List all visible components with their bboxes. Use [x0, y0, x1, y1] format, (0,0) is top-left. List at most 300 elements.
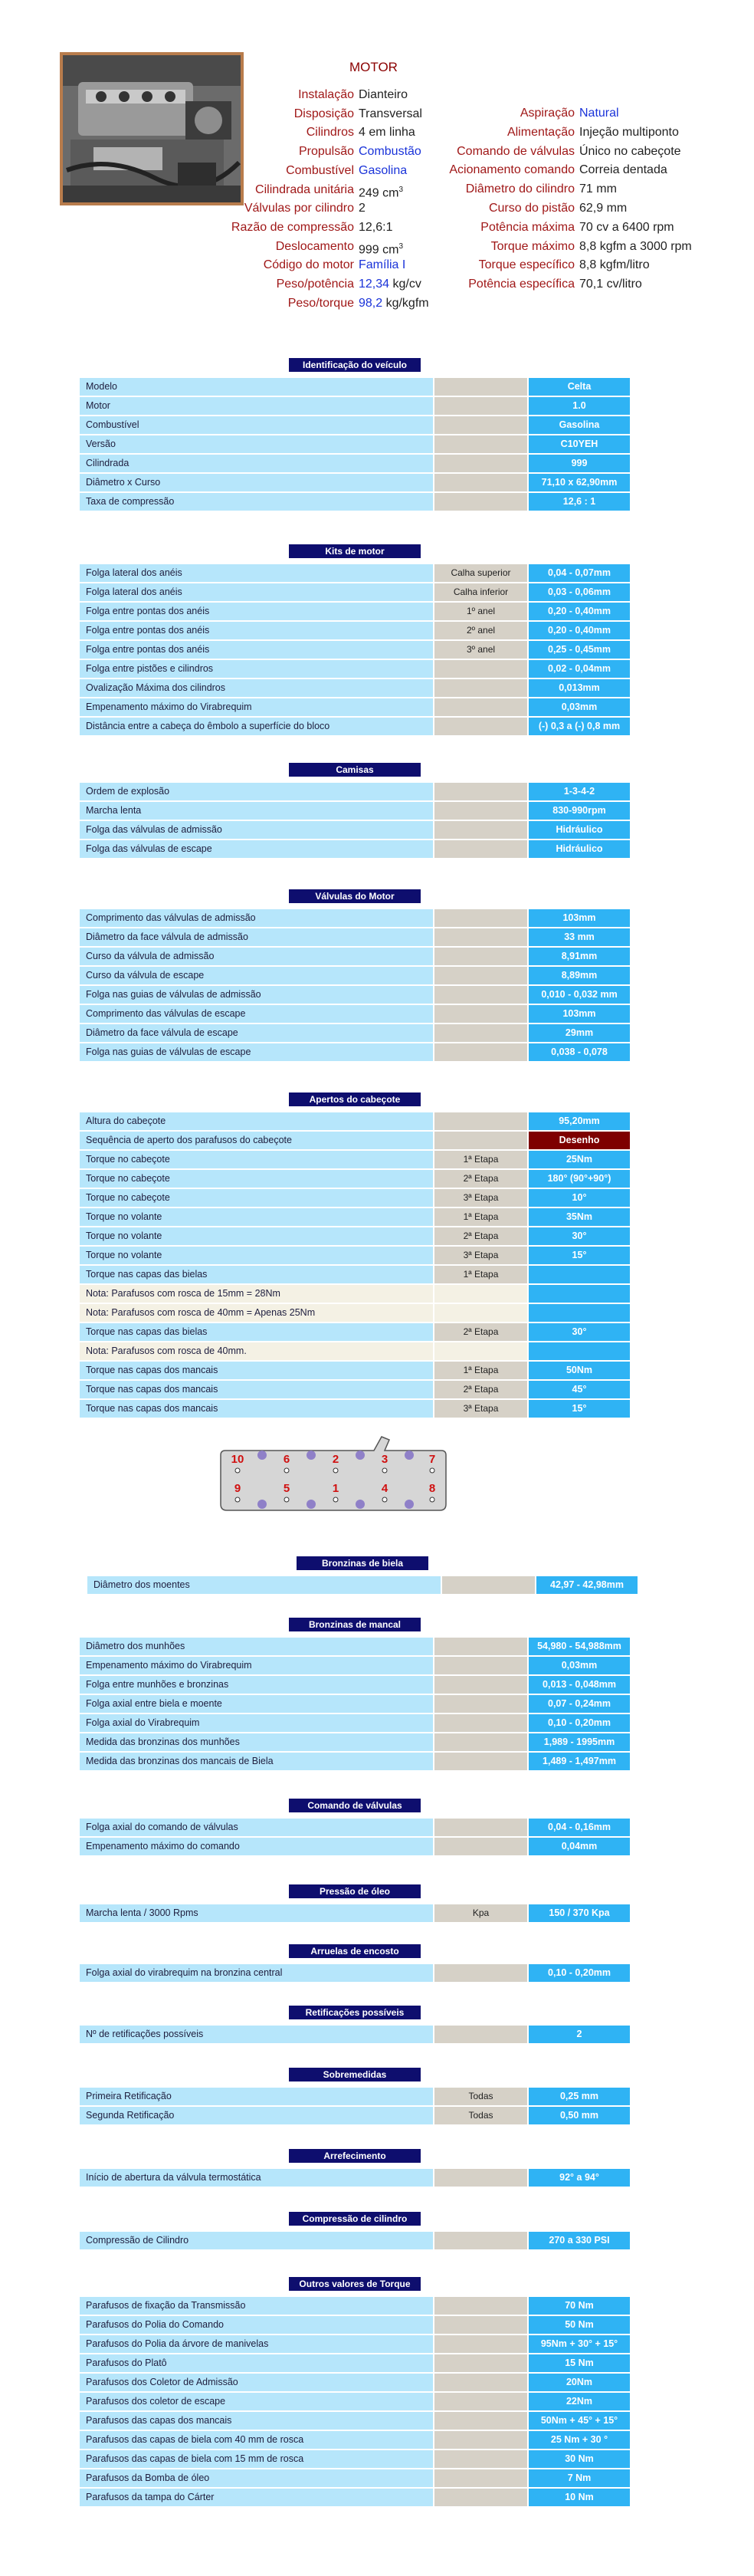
row-value: 0,25 mm — [529, 2088, 630, 2105]
table-row — [0, 679, 754, 697]
row-label: Parafusos dos Coletor de Admissão — [80, 2374, 433, 2391]
left-spec-value: Dianteiro — [359, 88, 408, 101]
bolt-hole — [333, 1497, 338, 1502]
table-row — [0, 2412, 754, 2430]
row-detail — [434, 909, 527, 927]
table-row — [0, 2169, 754, 2187]
table-row — [0, 1043, 754, 1061]
row-value: 15° — [529, 1247, 630, 1264]
section-title: Compressão de cilindro — [289, 2212, 421, 2226]
row-detail — [434, 397, 527, 415]
table-row — [0, 435, 754, 453]
row-detail — [434, 2374, 527, 2391]
row-label: Torque no volante — [80, 1247, 433, 1264]
row-label: Folga das válvulas de admissão — [80, 821, 433, 839]
head-bolt-sequence-diagram — [207, 1434, 460, 1520]
table-row — [0, 840, 754, 858]
motor-title: MOTOR — [349, 60, 398, 74]
row-detail — [434, 2489, 527, 2506]
row-value: 10° — [529, 1189, 630, 1207]
row-detail — [434, 1304, 527, 1322]
row-detail — [434, 967, 527, 984]
table-row — [0, 909, 754, 927]
bolt-hole — [382, 1497, 387, 1502]
valve-seat — [307, 1451, 316, 1460]
bolt-number-bottom: 4 — [381, 1482, 388, 1495]
table-row — [0, 2107, 754, 2124]
row-detail — [434, 474, 527, 491]
engine-photo — [60, 52, 244, 205]
row-value: 30 Nm — [529, 2450, 630, 2468]
row-label: Empenamento máximo do Virabrequim — [80, 698, 433, 716]
row-label: Diâmetro dos munhões — [80, 1638, 433, 1655]
row-detail — [434, 679, 527, 697]
row-value: Gasolina — [529, 416, 630, 434]
row-detail — [434, 986, 527, 1004]
table-row — [0, 1227, 754, 1245]
section-title: Bronzinas de mancal — [289, 1618, 421, 1631]
row-detail — [434, 1676, 527, 1694]
bolt-hole — [430, 1497, 434, 1502]
row-label: Curso da válvula de escape — [80, 967, 433, 984]
row-label: Torque no volante — [80, 1227, 433, 1245]
row-value: Desenho — [529, 1132, 630, 1149]
table-row — [0, 1323, 754, 1341]
row-detail — [434, 1753, 527, 1770]
row-label: Diâmetro dos moentes — [87, 1576, 441, 1594]
left-spec-label: Peso/potência — [276, 278, 354, 291]
table-row — [0, 660, 754, 678]
right-spec-value: 8,8 kgfm a 3000 rpm — [579, 239, 692, 253]
row-label: Torque nas capas das bielas — [80, 1266, 433, 1283]
row-value: 54,980 - 54,988mm — [529, 1638, 630, 1655]
row-value — [529, 1285, 630, 1303]
row-detail: Kpa — [434, 1904, 527, 1922]
section-title: Válvulas do Motor — [289, 889, 421, 903]
row-label: Primeira Retificação — [80, 2088, 433, 2105]
row-label: Curso da válvula de admissão — [80, 948, 433, 965]
table-row — [0, 2316, 754, 2334]
left-spec-value: 4 em linha — [359, 126, 415, 140]
table-row — [0, 821, 754, 839]
bolt-hole — [333, 1468, 338, 1473]
row-label: Parafusos de fixação da Transmissão — [80, 2297, 433, 2315]
row-value: 0,50 mm — [529, 2107, 630, 2124]
row-value: 35Nm — [529, 1208, 630, 1226]
row-value: 103mm — [529, 1005, 630, 1023]
left-spec-value: Gasolina — [359, 163, 408, 177]
row-value: 30° — [529, 1323, 630, 1341]
bolt-hole — [235, 1497, 240, 1502]
row-label: Sequência de aperto dos parafusos do cabeçote — [80, 1132, 433, 1149]
row-value: 1,989 - 1995mm — [529, 1733, 630, 1751]
row-detail — [434, 2393, 527, 2410]
table-row — [0, 1733, 754, 1751]
row-detail — [434, 718, 527, 735]
row-label: Parafusos do Polia do Comando — [80, 2316, 433, 2334]
row-value: 0,20 - 0,40mm — [529, 603, 630, 620]
bolt-number-top: 7 — [428, 1453, 436, 1466]
table-row — [0, 1285, 754, 1303]
left-spec-label: Propulsão — [298, 145, 354, 159]
row-detail — [434, 1285, 527, 1303]
left-spec-label: Disposição — [293, 107, 354, 120]
valve-seat — [307, 1500, 316, 1509]
row-value: 8,91mm — [529, 948, 630, 965]
row-detail — [434, 1838, 527, 1855]
row-detail — [434, 948, 527, 965]
row-label: Marcha lenta — [80, 802, 433, 820]
row-label: Folga entre pistões e cilindros — [80, 660, 433, 678]
row-value: 0,20 - 0,40mm — [529, 622, 630, 639]
left-spec-value: Transversal — [359, 107, 422, 120]
row-value: 71,10 x 62,90mm — [529, 474, 630, 491]
row-label: Nota: Parafusos com rosca de 40mm. — [80, 1342, 433, 1360]
right-spec-value: 70,1 cv/litro — [579, 278, 642, 291]
row-detail — [434, 1819, 527, 1836]
row-value: 0,10 - 0,20mm — [529, 1964, 630, 1982]
table-row — [0, 2489, 754, 2506]
table-row — [0, 564, 754, 582]
table-row — [0, 397, 754, 415]
table-row — [0, 2354, 754, 2372]
row-label: Parafusos das capas de biela com 15 mm de rosca — [80, 2450, 433, 2468]
right-spec-label: Curso do pistão — [488, 202, 575, 215]
row-label: Diâmetro x Curso — [80, 474, 433, 491]
table-row — [0, 1695, 754, 1713]
row-value: 10 Nm — [529, 2489, 630, 2506]
row-value: 95Nm + 30° + 15° — [529, 2335, 630, 2353]
row-value: 0,04 - 0,07mm — [529, 564, 630, 582]
section-title: Retificações possíveis — [289, 2006, 421, 2019]
row-value: 0,03 - 0,06mm — [529, 583, 630, 601]
left-spec-label: Peso/torque — [287, 296, 354, 310]
row-detail — [434, 378, 527, 396]
section-title: Arrefecimento — [289, 2149, 421, 2163]
table-row — [0, 1151, 754, 1168]
left-spec-value: 2 — [359, 202, 366, 215]
right-spec-label: Torque específico — [478, 258, 575, 272]
row-value: 22Nm — [529, 2393, 630, 2410]
table-row — [0, 1247, 754, 1264]
bolt-hole — [235, 1468, 240, 1473]
row-value: 1-3-4-2 — [529, 783, 630, 800]
right-spec-label: Acionamento comando — [449, 163, 575, 177]
left-spec-value: 12,6:1 — [359, 220, 393, 234]
section-title: Comando de válvulas — [289, 1799, 421, 1812]
row-detail: 1ª Etapa — [434, 1362, 527, 1379]
left-spec-label: Combustível — [286, 163, 354, 177]
table-row — [0, 603, 754, 620]
row-value: 180° (90°+90°) — [529, 1170, 630, 1188]
row-value: 25 Nm + 30 ° — [529, 2431, 630, 2449]
bolt-number-bottom: 9 — [234, 1482, 241, 1495]
row-label: Folga entre munhões e bronzinas — [80, 1676, 433, 1694]
row-label: Torque no cabeçote — [80, 1170, 433, 1188]
row-label: Combustível — [80, 416, 433, 434]
table-row — [0, 967, 754, 984]
row-label: Torque nas capas dos mancais — [80, 1381, 433, 1398]
right-spec-value: 62,9 mm — [579, 202, 628, 215]
table-row — [0, 622, 754, 639]
row-detail — [434, 840, 527, 858]
row-detail: 2º anel — [434, 622, 527, 639]
bolt-number-top: 2 — [332, 1453, 339, 1466]
row-value: 0,013 - 0,048mm — [529, 1676, 630, 1694]
table-row — [0, 1266, 754, 1283]
row-label: Nota: Parafusos com rosca de 40mm = Apenas 25Nm — [80, 1304, 433, 1322]
row-label: Cilindrada — [80, 455, 433, 472]
bolt-hole — [284, 1468, 289, 1473]
row-detail — [434, 1714, 527, 1732]
table-row — [0, 948, 754, 965]
row-label: Torque nas capas dos mancais — [80, 1362, 433, 1379]
row-detail — [434, 1132, 527, 1149]
table-row — [0, 1819, 754, 1836]
row-detail — [434, 1657, 527, 1674]
row-detail — [434, 1638, 527, 1655]
row-detail — [434, 2354, 527, 2372]
row-value: 270 a 330 PSI — [529, 2232, 630, 2249]
row-label: Folga lateral dos anéis — [80, 583, 433, 601]
row-label: Folga nas guias de válvulas de admissão — [80, 986, 433, 1004]
table-row — [0, 1714, 754, 1732]
row-value: 30° — [529, 1227, 630, 1245]
right-spec-label: Alimentação — [506, 125, 575, 139]
table-row — [0, 2393, 754, 2410]
engine-photo-illustration — [63, 55, 241, 202]
row-detail: Calha inferior — [434, 583, 527, 601]
row-label: Folga entre pontas dos anéis — [80, 641, 433, 659]
row-value: 20Nm — [529, 2374, 630, 2391]
row-detail — [434, 2169, 527, 2187]
table-row — [0, 2088, 754, 2105]
row-label: Folga das válvulas de escape — [80, 840, 433, 858]
section-title: Identificação do veículo — [289, 358, 421, 372]
row-value: 15° — [529, 1400, 630, 1418]
table-row — [0, 1024, 754, 1042]
row-label: Folga entre pontas dos anéis — [80, 603, 433, 620]
table-row — [0, 378, 754, 396]
right-spec-label: Diâmetro do cilindro — [465, 182, 575, 196]
row-label: Nota: Parafusos com rosca de 15mm = 28Nm — [80, 1285, 433, 1303]
row-detail: 2ª Etapa — [434, 1323, 527, 1341]
section-title: Sobremedidas — [289, 2068, 421, 2082]
row-label: Versão — [80, 435, 433, 453]
row-label: Folga axial do comando de válvulas — [80, 1819, 433, 1836]
bolt-number-top: 6 — [283, 1453, 290, 1466]
row-value — [529, 1266, 630, 1283]
row-detail — [434, 455, 527, 472]
row-detail: 2ª Etapa — [434, 1227, 527, 1245]
row-detail: 1ª Etapa — [434, 1208, 527, 1226]
row-detail: Calha superior — [434, 564, 527, 582]
right-spec-value: Injeção multiponto — [579, 125, 679, 139]
left-spec-value: 98,2 kg/kgfm — [359, 296, 429, 310]
table-row — [0, 802, 754, 820]
row-value: 0,02 - 0,04mm — [529, 660, 630, 678]
right-spec-value: 70 cv a 6400 rpm — [579, 220, 674, 234]
row-detail — [434, 1964, 527, 1982]
bolt-number-bottom: 5 — [283, 1482, 290, 1495]
table-row — [0, 455, 754, 472]
table-row — [0, 1362, 754, 1379]
row-label: Torque no volante — [80, 1208, 433, 1226]
right-spec-label: Potência máxima — [480, 220, 575, 234]
row-label: Folga nas guias de válvulas de escape — [80, 1043, 433, 1061]
row-detail — [434, 2316, 527, 2334]
table-row — [0, 718, 754, 735]
table-row — [0, 698, 754, 716]
right-spec-label: Potência específica — [468, 278, 575, 291]
left-spec-value: 249 $cm^3$ — [359, 185, 404, 199]
row-detail: 3ª Etapa — [434, 1400, 527, 1418]
table-row — [0, 1112, 754, 1130]
table-row — [0, 583, 754, 601]
table-row — [0, 1753, 754, 1770]
valve-seat — [356, 1500, 365, 1509]
row-value: C10YEH — [529, 435, 630, 453]
row-value: 999 — [529, 455, 630, 472]
table-row — [0, 1381, 754, 1398]
table-row — [0, 1132, 754, 1149]
row-label: Comprimento das válvulas de admissão — [80, 909, 433, 927]
row-detail — [434, 493, 527, 511]
row-value: 12,6 : 1 — [529, 493, 630, 511]
left-spec-label: Cilindrada unitária — [255, 182, 354, 196]
table-row — [0, 986, 754, 1004]
right-spec-value: 8,8 kgfm/litro — [579, 258, 650, 272]
row-value: 29mm — [529, 1024, 630, 1042]
row-label: Folga lateral dos anéis — [80, 564, 433, 582]
row-value: 50Nm + 45° + 15° — [529, 2412, 630, 2430]
bolt-hole — [284, 1497, 289, 1502]
row-label: Parafusos das capas dos mancais — [80, 2412, 433, 2430]
table-row — [0, 1964, 754, 1982]
left-spec-value: 999 $cm^3$ — [359, 242, 404, 256]
table-row — [0, 2431, 754, 2449]
row-detail — [434, 416, 527, 434]
row-label: Comprimento das válvulas de escape — [80, 1005, 433, 1023]
left-spec-value: 12,34 kg/cv — [359, 278, 421, 291]
table-row — [0, 1208, 754, 1226]
row-detail — [434, 1695, 527, 1713]
row-value: 33 mm — [529, 928, 630, 946]
row-label: Parafusos das capas de biela com 40 mm de rosca — [80, 2431, 433, 2449]
left-spec-value: Família I — [359, 258, 406, 272]
section-title: Bronzinas de biela — [297, 1556, 428, 1570]
row-value: (-) 0,3 a (-) 0,8 mm — [529, 718, 630, 735]
left-spec-value: Combustão — [359, 145, 421, 159]
row-detail — [434, 2412, 527, 2430]
right-spec-label: Aspiração — [520, 107, 575, 120]
left-spec-label: Deslocamento — [275, 239, 354, 253]
table-row — [0, 1576, 754, 1594]
row-label: Folga axial do Virabrequim — [80, 1714, 433, 1732]
table-row — [0, 1638, 754, 1655]
row-value: 0,07 - 0,24mm — [529, 1695, 630, 1713]
table-row — [0, 783, 754, 800]
table-row — [0, 1676, 754, 1694]
row-value: 0,10 - 0,20mm — [529, 1714, 630, 1732]
table-row — [0, 2450, 754, 2468]
row-label: Torque no cabeçote — [80, 1189, 433, 1207]
left-spec-label: Razão de compressão — [231, 220, 354, 234]
bolt-number-bottom: 1 — [332, 1482, 339, 1495]
row-value — [529, 1342, 630, 1360]
section-title: Camisas — [289, 763, 421, 777]
table-row — [0, 1400, 754, 1418]
row-detail: 1º anel — [434, 603, 527, 620]
row-value: 42,97 - 42,98mm — [536, 1576, 638, 1594]
row-label: Torque no cabeçote — [80, 1151, 433, 1168]
row-label: Parafusos do Platô — [80, 2354, 433, 2372]
table-row — [0, 474, 754, 491]
row-detail — [434, 821, 527, 839]
row-value: 50Nm — [529, 1362, 630, 1379]
bolt-number-top: 3 — [381, 1453, 388, 1466]
row-detail — [434, 2335, 527, 2353]
row-value: 103mm — [529, 909, 630, 927]
row-value: 0,03mm — [529, 1657, 630, 1674]
row-detail: Todas — [434, 2107, 527, 2124]
row-value: 7 Nm — [529, 2469, 630, 2487]
table-row — [0, 1170, 754, 1188]
row-label: Nº de retificações possíveis — [80, 2026, 433, 2043]
row-label: Medida das bronzinas dos mancais de Biela — [80, 1753, 433, 1770]
row-label: Marcha lenta / 3000 Rpms — [80, 1904, 433, 1922]
left-spec-label: Cilindros — [306, 126, 354, 140]
table-row — [0, 641, 754, 659]
row-value: Celta — [529, 378, 630, 396]
row-label: Ordem de explosão — [80, 783, 433, 800]
right-spec-label: Torque máximo — [490, 239, 575, 253]
row-detail — [434, 698, 527, 716]
row-value: 45° — [529, 1381, 630, 1398]
bolt-hole — [430, 1468, 434, 1473]
row-label: Folga entre pontas dos anéis — [80, 622, 433, 639]
bolt-number-top: 10 — [231, 1453, 244, 1466]
row-label: Taxa de compressão — [80, 493, 433, 511]
table-row — [0, 1189, 754, 1207]
row-label: Motor — [80, 397, 433, 415]
row-detail: 1ª Etapa — [434, 1151, 527, 1168]
section-title: Outros valores de Torque — [289, 2277, 421, 2291]
row-detail — [434, 2232, 527, 2249]
row-value: 8,89mm — [529, 967, 630, 984]
row-value: 92° a 94° — [529, 2169, 630, 2187]
section-title: Pressão de óleo — [289, 1884, 421, 1898]
table-row — [0, 493, 754, 511]
left-spec-label: Válvulas por cilindro — [244, 202, 354, 215]
row-label: Parafusos da Bomba de óleo — [80, 2469, 433, 2487]
row-label: Torque nas capas das bielas — [80, 1323, 433, 1341]
row-label: Parafusos dos coletor de escape — [80, 2393, 433, 2410]
valve-seat — [257, 1500, 267, 1509]
row-label: Diâmetro da face válvula de admissão — [80, 928, 433, 946]
row-value: 0,013mm — [529, 679, 630, 697]
table-row — [0, 1838, 754, 1855]
row-detail: 3ª Etapa — [434, 1189, 527, 1207]
table-row — [0, 2335, 754, 2353]
row-label: Diâmetro da face válvula de escape — [80, 1024, 433, 1042]
row-value: 0,010 - 0,032 mm — [529, 986, 630, 1004]
row-label: Início de abertura da válvula termostática — [80, 2169, 433, 2187]
row-detail: Todas — [434, 2088, 527, 2105]
row-detail — [434, 660, 527, 678]
right-spec-value: Único no cabeçote — [579, 144, 681, 158]
row-label: Modelo — [80, 378, 433, 396]
